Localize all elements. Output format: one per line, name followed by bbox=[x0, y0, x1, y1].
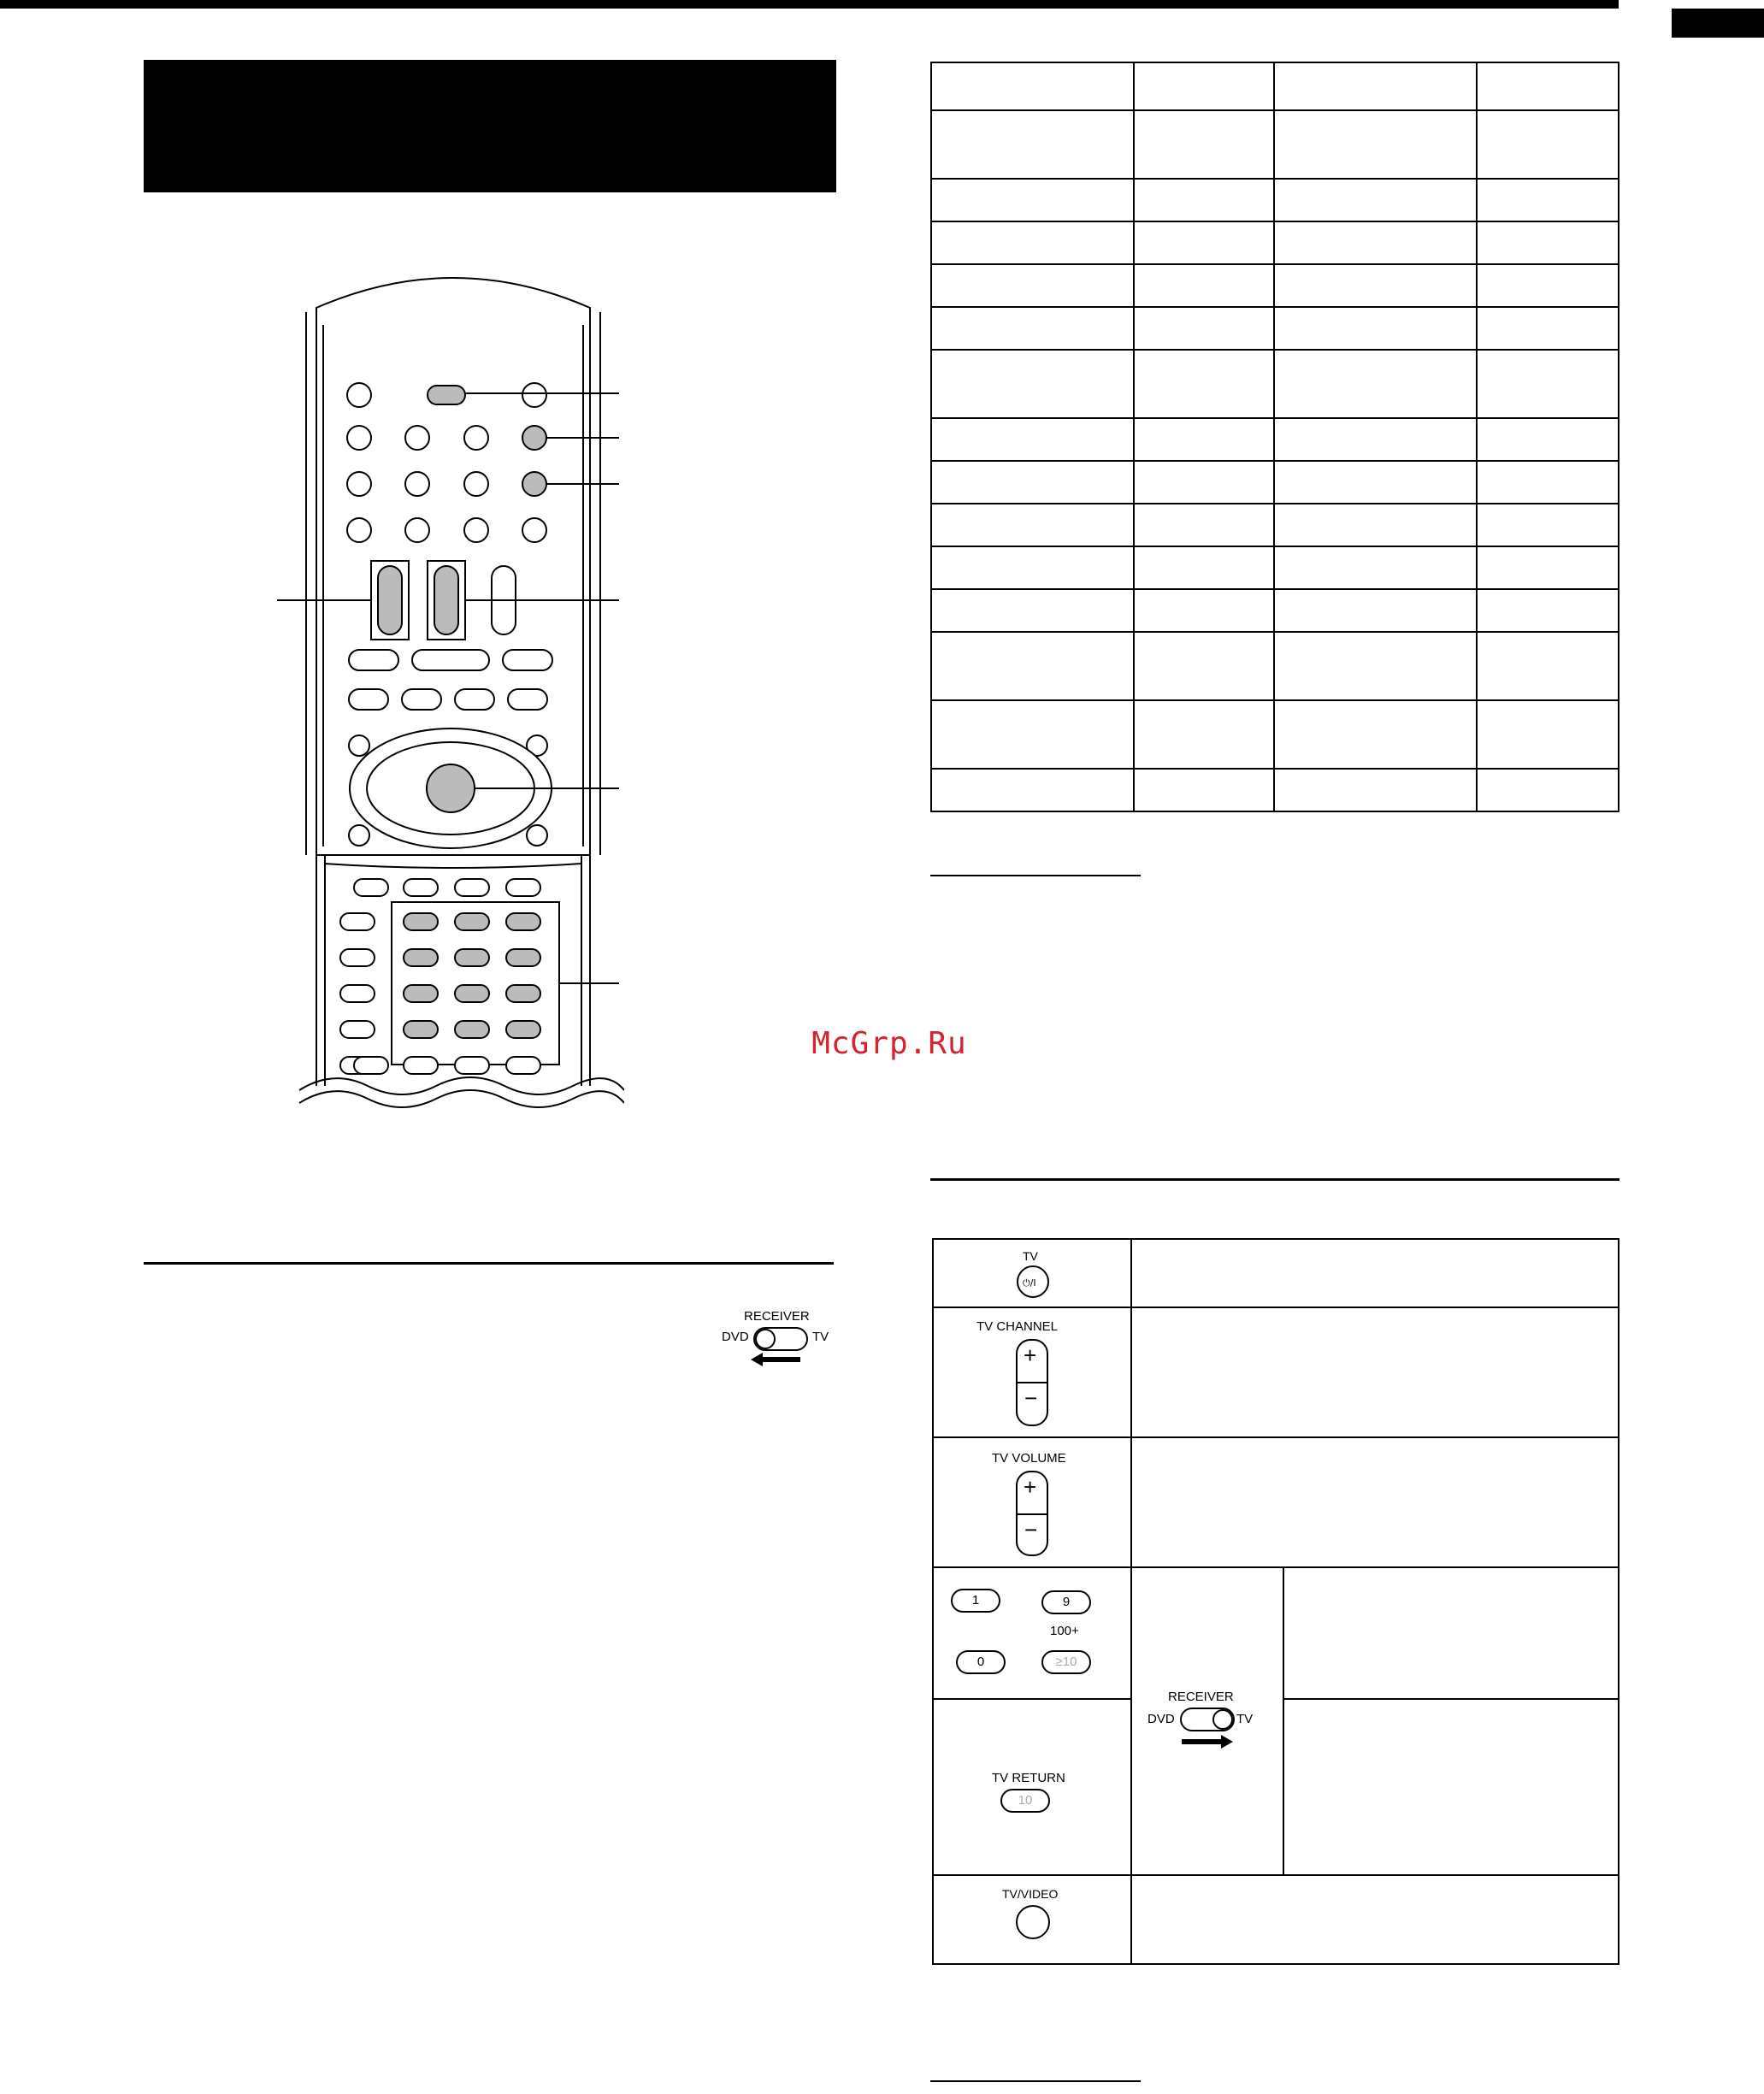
arrow-right-icon bbox=[1180, 1735, 1236, 1749]
tv-video-label: TV/VIDEO bbox=[1002, 1887, 1059, 1901]
title-banner bbox=[144, 60, 836, 192]
minus-icon: − bbox=[1024, 1517, 1038, 1542]
svg-text:⏻/I: ⏻/I bbox=[1023, 1277, 1036, 1289]
minus-icon: − bbox=[1024, 1385, 1038, 1411]
section-rule-right bbox=[930, 1178, 1619, 1181]
number-key-9: 9 bbox=[1041, 1590, 1091, 1614]
tv-video-button bbox=[1016, 1905, 1050, 1939]
slider-tv-label: TV bbox=[812, 1330, 829, 1344]
slider-dvd-label: DVD bbox=[1147, 1712, 1175, 1726]
tv-channel-label: TV CHANNEL bbox=[976, 1319, 1059, 1334]
tv-return-label: TV RETURN bbox=[992, 1771, 1065, 1785]
manufacturer-codes-table bbox=[930, 62, 1619, 812]
slider-label: RECEIVER bbox=[744, 1309, 810, 1324]
note-rule-bottom bbox=[930, 2080, 1141, 2082]
slider-knob bbox=[755, 1329, 776, 1349]
top-rule bbox=[0, 0, 1619, 9]
section-tab bbox=[1672, 9, 1764, 38]
plus100-label: 100+ bbox=[1050, 1624, 1079, 1638]
callout-line-left bbox=[277, 599, 371, 601]
remote-control-illustration bbox=[282, 265, 624, 1120]
tv-operations-table bbox=[932, 1238, 1619, 1965]
slider-label: RECEIVER bbox=[1168, 1690, 1234, 1704]
tv-return-key: 10 bbox=[1000, 1789, 1050, 1813]
arrow-left-icon bbox=[751, 1353, 811, 1366]
power-icon bbox=[1018, 1267, 1047, 1296]
number-key-1: 1 bbox=[951, 1589, 1000, 1613]
section-rule-left bbox=[144, 1262, 834, 1265]
slider-tv-label: TV bbox=[1236, 1712, 1254, 1726]
number-key-ge10: ≥10 bbox=[1041, 1650, 1091, 1674]
tv-channel-rocker bbox=[1016, 1339, 1048, 1426]
watermark: McGrp.Ru bbox=[811, 1026, 967, 1061]
tv-power-label: TV bbox=[1023, 1249, 1038, 1263]
slider-knob bbox=[1212, 1709, 1233, 1730]
number-key-0: 0 bbox=[956, 1650, 1006, 1674]
slider-dvd-label: DVD bbox=[722, 1330, 749, 1344]
note-rule bbox=[930, 875, 1141, 876]
tv-volume-rocker bbox=[1016, 1471, 1048, 1556]
plus-icon: + bbox=[1024, 1474, 1037, 1500]
receiver-slider-dvd bbox=[717, 1307, 853, 1375]
tv-power-button bbox=[1017, 1265, 1049, 1298]
plus-icon: + bbox=[1024, 1342, 1037, 1368]
tv-volume-label: TV VOLUME bbox=[992, 1451, 1066, 1466]
